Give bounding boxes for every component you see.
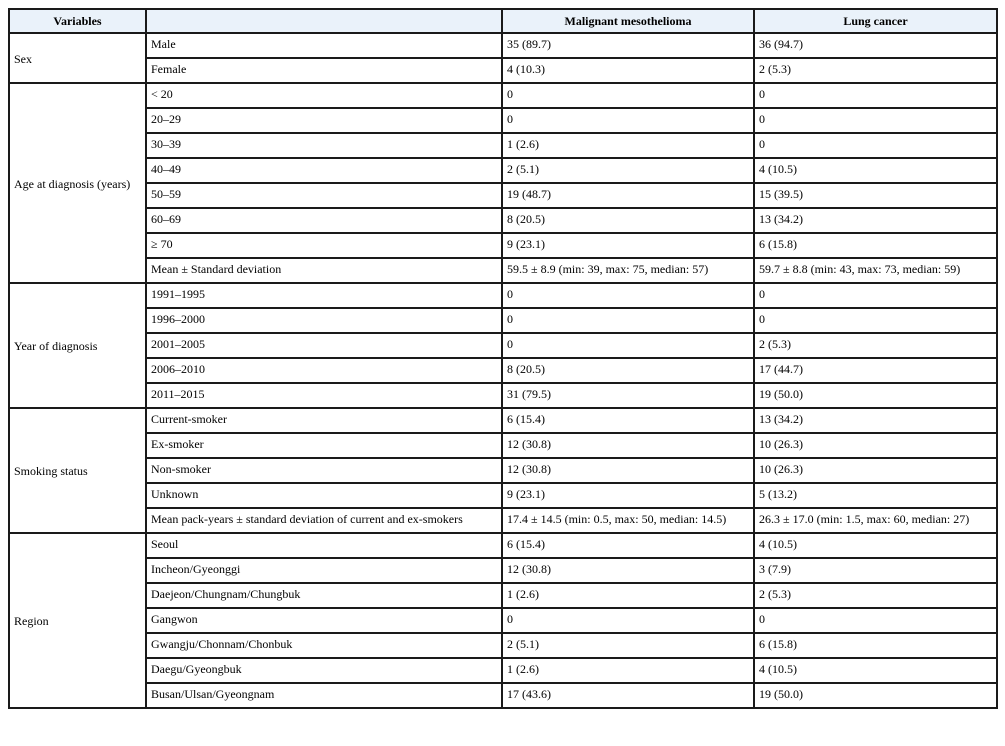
lung-cancer-value-cell: 10 (26.3)	[754, 458, 997, 483]
header-lung-cancer: Lung cancer	[754, 9, 997, 33]
table-row	[9, 33, 997, 58]
mesothelioma-value-cell: 31 (79.5)	[502, 383, 754, 408]
lung-cancer-value-cell: 2 (5.3)	[754, 583, 997, 608]
table-row	[9, 633, 997, 658]
lung-cancer-value-cell: 2 (5.3)	[754, 58, 997, 83]
category-cell: 1991–1995	[146, 283, 502, 308]
variable-group-label: Year of diagnosis	[9, 283, 146, 408]
table-row	[9, 433, 997, 458]
header-row	[9, 9, 997, 33]
lung-cancer-value-cell: 17 (44.7)	[754, 358, 997, 383]
category-cell: ≥ 70	[146, 233, 502, 258]
category-cell: Daejeon/Chungnam/Chungbuk	[146, 583, 502, 608]
mesothelioma-value-cell: 12 (30.8)	[502, 558, 754, 583]
lung-cancer-value-cell: 5 (13.2)	[754, 483, 997, 508]
table-row	[9, 483, 997, 508]
lung-cancer-value-cell: 4 (10.5)	[754, 658, 997, 683]
category-cell: Daegu/Gyeongbuk	[146, 658, 502, 683]
mesothelioma-value-cell: 4 (10.3)	[502, 58, 754, 83]
mesothelioma-value-cell: 19 (48.7)	[502, 183, 754, 208]
table-row	[9, 683, 997, 708]
lung-cancer-value-cell: 4 (10.5)	[754, 533, 997, 558]
mesothelioma-value-cell: 17 (43.6)	[502, 683, 754, 708]
category-cell: Incheon/Gyeonggi	[146, 558, 502, 583]
lung-cancer-value-cell: 6 (15.8)	[754, 633, 997, 658]
mesothelioma-value-cell: 0	[502, 108, 754, 133]
mesothelioma-value-cell: 12 (30.8)	[502, 433, 754, 458]
category-cell: Mean pack-years ± standard deviation of current and ex-smokers	[146, 508, 502, 533]
lung-cancer-value-cell: 0	[754, 608, 997, 633]
mesothelioma-value-cell: 2 (5.1)	[502, 633, 754, 658]
lung-cancer-value-cell: 13 (34.2)	[754, 208, 997, 233]
category-cell: < 20	[146, 83, 502, 108]
category-cell: Non-smoker	[146, 458, 502, 483]
table-row	[9, 658, 997, 683]
mesothelioma-value-cell: 0	[502, 333, 754, 358]
table-row	[9, 583, 997, 608]
table-row	[9, 558, 997, 583]
table-row	[9, 508, 997, 533]
table-row	[9, 108, 997, 133]
variable-group-label: Smoking status	[9, 408, 146, 533]
category-cell: Busan/Ulsan/Gyeongnam	[146, 683, 502, 708]
lung-cancer-value-cell: 36 (94.7)	[754, 33, 997, 58]
lung-cancer-value-cell: 0	[754, 108, 997, 133]
table-row	[9, 233, 997, 258]
lung-cancer-value-cell: 15 (39.5)	[754, 183, 997, 208]
category-cell: 2006–2010	[146, 358, 502, 383]
lung-cancer-value-cell: 6 (15.8)	[754, 233, 997, 258]
table-row	[9, 408, 997, 433]
table-row	[9, 308, 997, 333]
mesothelioma-value-cell: 17.4 ± 14.5 (min: 0.5, max: 50, median: 14.5)	[502, 508, 754, 533]
mesothelioma-value-cell: 59.5 ± 8.9 (min: 39, max: 75, median: 57)	[502, 258, 754, 283]
lung-cancer-value-cell: 19 (50.0)	[754, 383, 997, 408]
table-row	[9, 83, 997, 108]
mesothelioma-value-cell: 9 (23.1)	[502, 233, 754, 258]
mesothelioma-value-cell: 1 (2.6)	[502, 133, 754, 158]
table-header	[9, 9, 997, 33]
table-row	[9, 58, 997, 83]
lung-cancer-value-cell: 19 (50.0)	[754, 683, 997, 708]
category-cell: 2001–2005	[146, 333, 502, 358]
lung-cancer-value-cell: 4 (10.5)	[754, 158, 997, 183]
table-row	[9, 333, 997, 358]
mesothelioma-value-cell: 12 (30.8)	[502, 458, 754, 483]
variable-group-label: Age at diagnosis (years)	[9, 83, 146, 283]
category-cell: Current-smoker	[146, 408, 502, 433]
category-cell: Seoul	[146, 533, 502, 558]
mesothelioma-value-cell: 9 (23.1)	[502, 483, 754, 508]
category-cell: 2011–2015	[146, 383, 502, 408]
table-row	[9, 358, 997, 383]
mesothelioma-value-cell: 0	[502, 83, 754, 108]
lung-cancer-value-cell: 3 (7.9)	[754, 558, 997, 583]
mesothelioma-value-cell: 0	[502, 608, 754, 633]
category-cell: Gwangju/Chonnam/Chonbuk	[146, 633, 502, 658]
table-row	[9, 383, 997, 408]
category-cell: Ex-smoker	[146, 433, 502, 458]
mesothelioma-value-cell: 8 (20.5)	[502, 208, 754, 233]
lung-cancer-value-cell: 0	[754, 283, 997, 308]
table-row	[9, 208, 997, 233]
header-malignant-mesothelioma: Malignant mesothelioma	[502, 9, 754, 33]
category-cell: Unknown	[146, 483, 502, 508]
category-cell: Female	[146, 58, 502, 83]
category-cell: 50–59	[146, 183, 502, 208]
lung-cancer-value-cell: 2 (5.3)	[754, 333, 997, 358]
category-cell: 30–39	[146, 133, 502, 158]
lung-cancer-value-cell: 10 (26.3)	[754, 433, 997, 458]
variable-group-label: Region	[9, 533, 146, 708]
table-row	[9, 283, 997, 308]
category-cell: Male	[146, 33, 502, 58]
lung-cancer-value-cell: 13 (34.2)	[754, 408, 997, 433]
table-row	[9, 183, 997, 208]
mesothelioma-value-cell: 6 (15.4)	[502, 533, 754, 558]
mesothelioma-value-cell: 0	[502, 283, 754, 308]
demographics-table	[8, 8, 998, 709]
table-row	[9, 533, 997, 558]
table-body	[9, 33, 997, 708]
category-cell: 1996–2000	[146, 308, 502, 333]
table-row	[9, 133, 997, 158]
mesothelioma-value-cell: 2 (5.1)	[502, 158, 754, 183]
header-category	[146, 9, 502, 33]
lung-cancer-value-cell: 0	[754, 83, 997, 108]
category-cell: 20–29	[146, 108, 502, 133]
lung-cancer-value-cell: 0	[754, 133, 997, 158]
category-cell: Gangwon	[146, 608, 502, 633]
mesothelioma-value-cell: 6 (15.4)	[502, 408, 754, 433]
lung-cancer-value-cell: 0	[754, 308, 997, 333]
category-cell: Mean ± Standard deviation	[146, 258, 502, 283]
category-cell: 40–49	[146, 158, 502, 183]
table-row	[9, 458, 997, 483]
category-cell: 60–69	[146, 208, 502, 233]
table-row	[9, 608, 997, 633]
mesothelioma-value-cell: 1 (2.6)	[502, 658, 754, 683]
mesothelioma-value-cell: 0	[502, 308, 754, 333]
variable-group-label: Sex	[9, 33, 146, 83]
header-variables: Variables	[9, 9, 146, 33]
lung-cancer-value-cell: 26.3 ± 17.0 (min: 1.5, max: 60, median: 27)	[754, 508, 997, 533]
table-row	[9, 158, 997, 183]
table-row	[9, 258, 997, 283]
lung-cancer-value-cell: 59.7 ± 8.8 (min: 43, max: 73, median: 59)	[754, 258, 997, 283]
mesothelioma-value-cell: 1 (2.6)	[502, 583, 754, 608]
demographics-table-container	[8, 8, 998, 709]
mesothelioma-value-cell: 35 (89.7)	[502, 33, 754, 58]
mesothelioma-value-cell: 8 (20.5)	[502, 358, 754, 383]
